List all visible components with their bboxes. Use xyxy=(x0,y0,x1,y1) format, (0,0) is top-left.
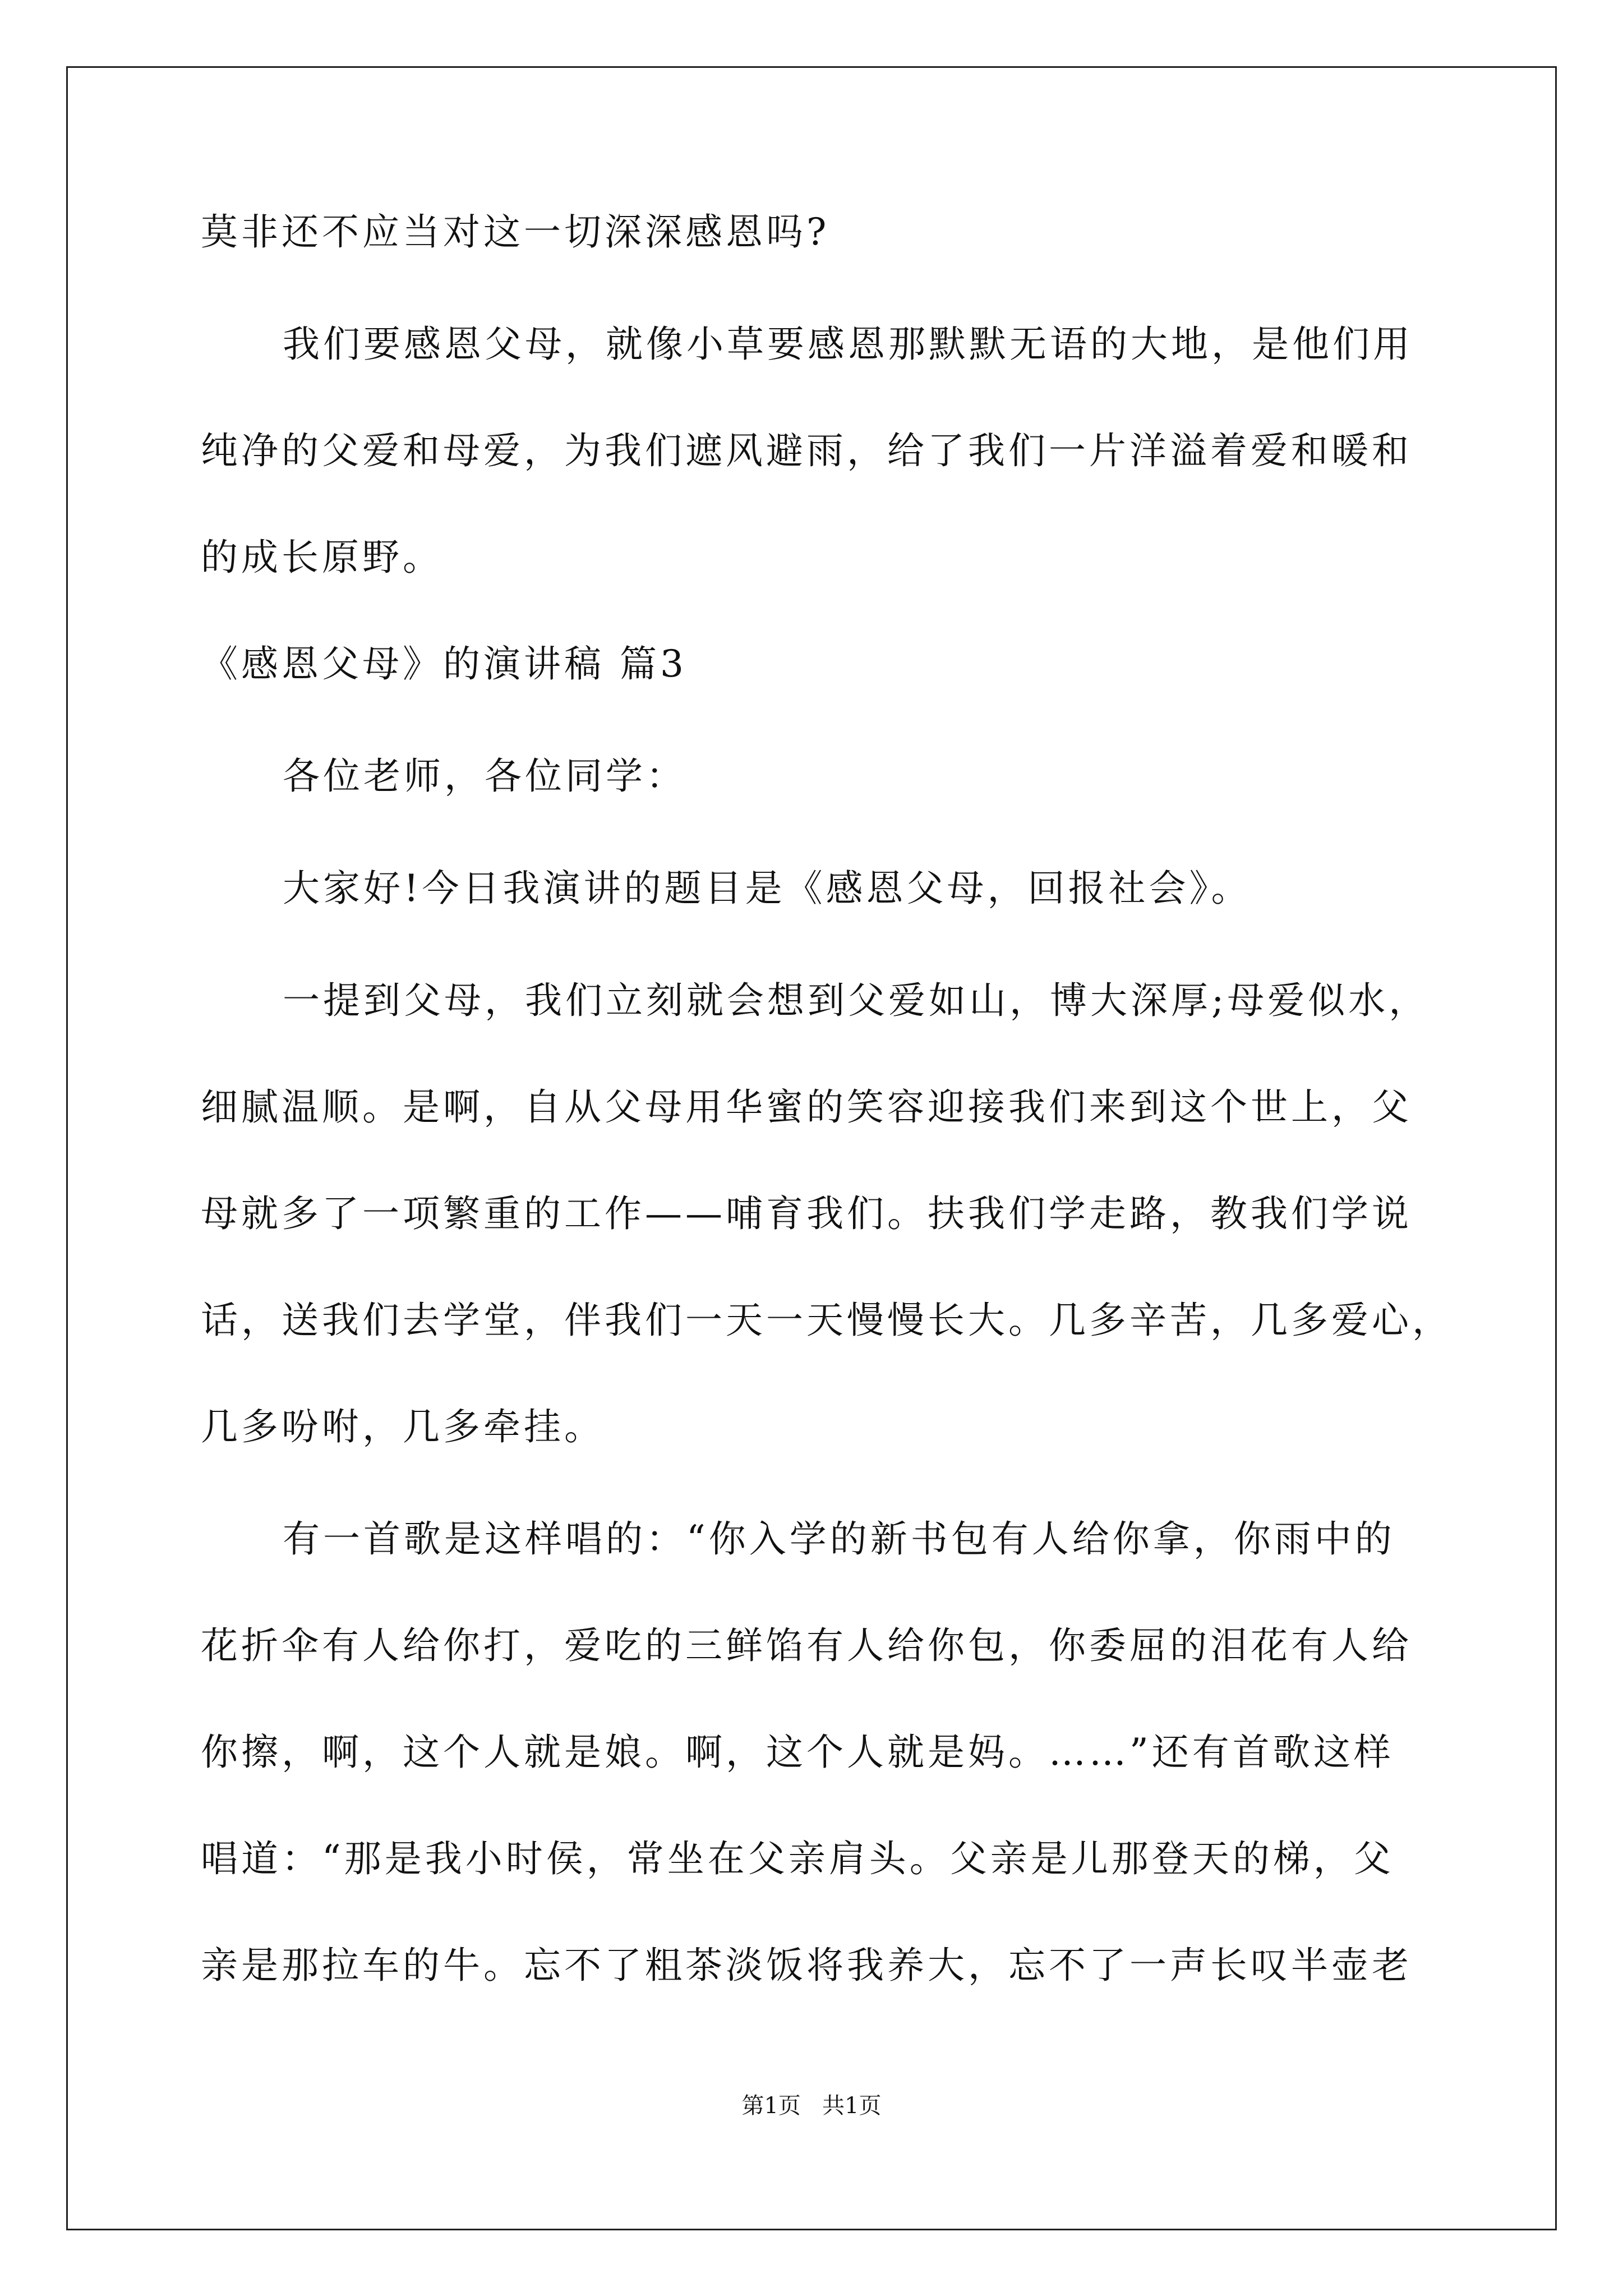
salutation-line: 各位老师，各位同学： xyxy=(283,754,686,798)
text-line: 你擦，啊，这个人就是娘。啊，这个人就是妈。……”还有首歌这样 xyxy=(201,1731,1394,1774)
page-number-footer: 第1页 共1页 xyxy=(741,2093,882,2119)
text-line: 母就多了一项繁重的工作——哺育我们。扶我们学走路，教我们学说 xyxy=(201,1192,1412,1235)
text-line: 唱道：“那是我小时侯，常坐在父亲肩头。父亲是儿那登天的梯，父 xyxy=(201,1837,1394,1880)
text-line: 莫非还不应当对这一切深深感恩吗? xyxy=(201,210,830,254)
paragraph-start-line: 一提到父母，我们立刻就会想到父爱如山，博大深厚;母爱似水， xyxy=(283,979,1430,1022)
text-line: 亲是那拉车的牛。忘不了粗茶淡饭将我养大，忘不了一声长叹半壶老 xyxy=(201,1944,1412,1987)
section-heading: 《感恩父母》的演讲稿 篇3 xyxy=(201,642,687,685)
page-border xyxy=(66,66,1557,2230)
text-line: 的成长原野。 xyxy=(201,536,443,579)
paragraph-start-line: 有一首歌是这样唱的：“你入学的新书包有人给你拿，你雨中的 xyxy=(283,1517,1395,1561)
text-line: 细腻温顺。是啊，自从父母用华蜜的笑容迎接我们来到这个世上，父 xyxy=(201,1085,1412,1129)
text-line: 纯净的父爱和母爱，为我们遮风避雨，给了我们一片洋溢着爱和暖和 xyxy=(201,429,1412,472)
text-line: 花折伞有人给你打，爱吃的三鲜馅有人给你包，你委屈的泪花有人给 xyxy=(201,1624,1412,1667)
text-line: 话，送我们去学堂，伴我们一天一天慢慢长大。几多辛苦，几多爱心， xyxy=(201,1299,1453,1342)
text-line: 几多吩咐，几多牵挂。 xyxy=(201,1405,605,1448)
paragraph-start-line: 我们要感恩父母，就像小草要感恩那默默无语的大地，是他们用 xyxy=(283,323,1413,366)
paragraph-start-line: 大家好!今日我演讲的题目是《感恩父母，回报社会》。 xyxy=(283,867,1252,910)
